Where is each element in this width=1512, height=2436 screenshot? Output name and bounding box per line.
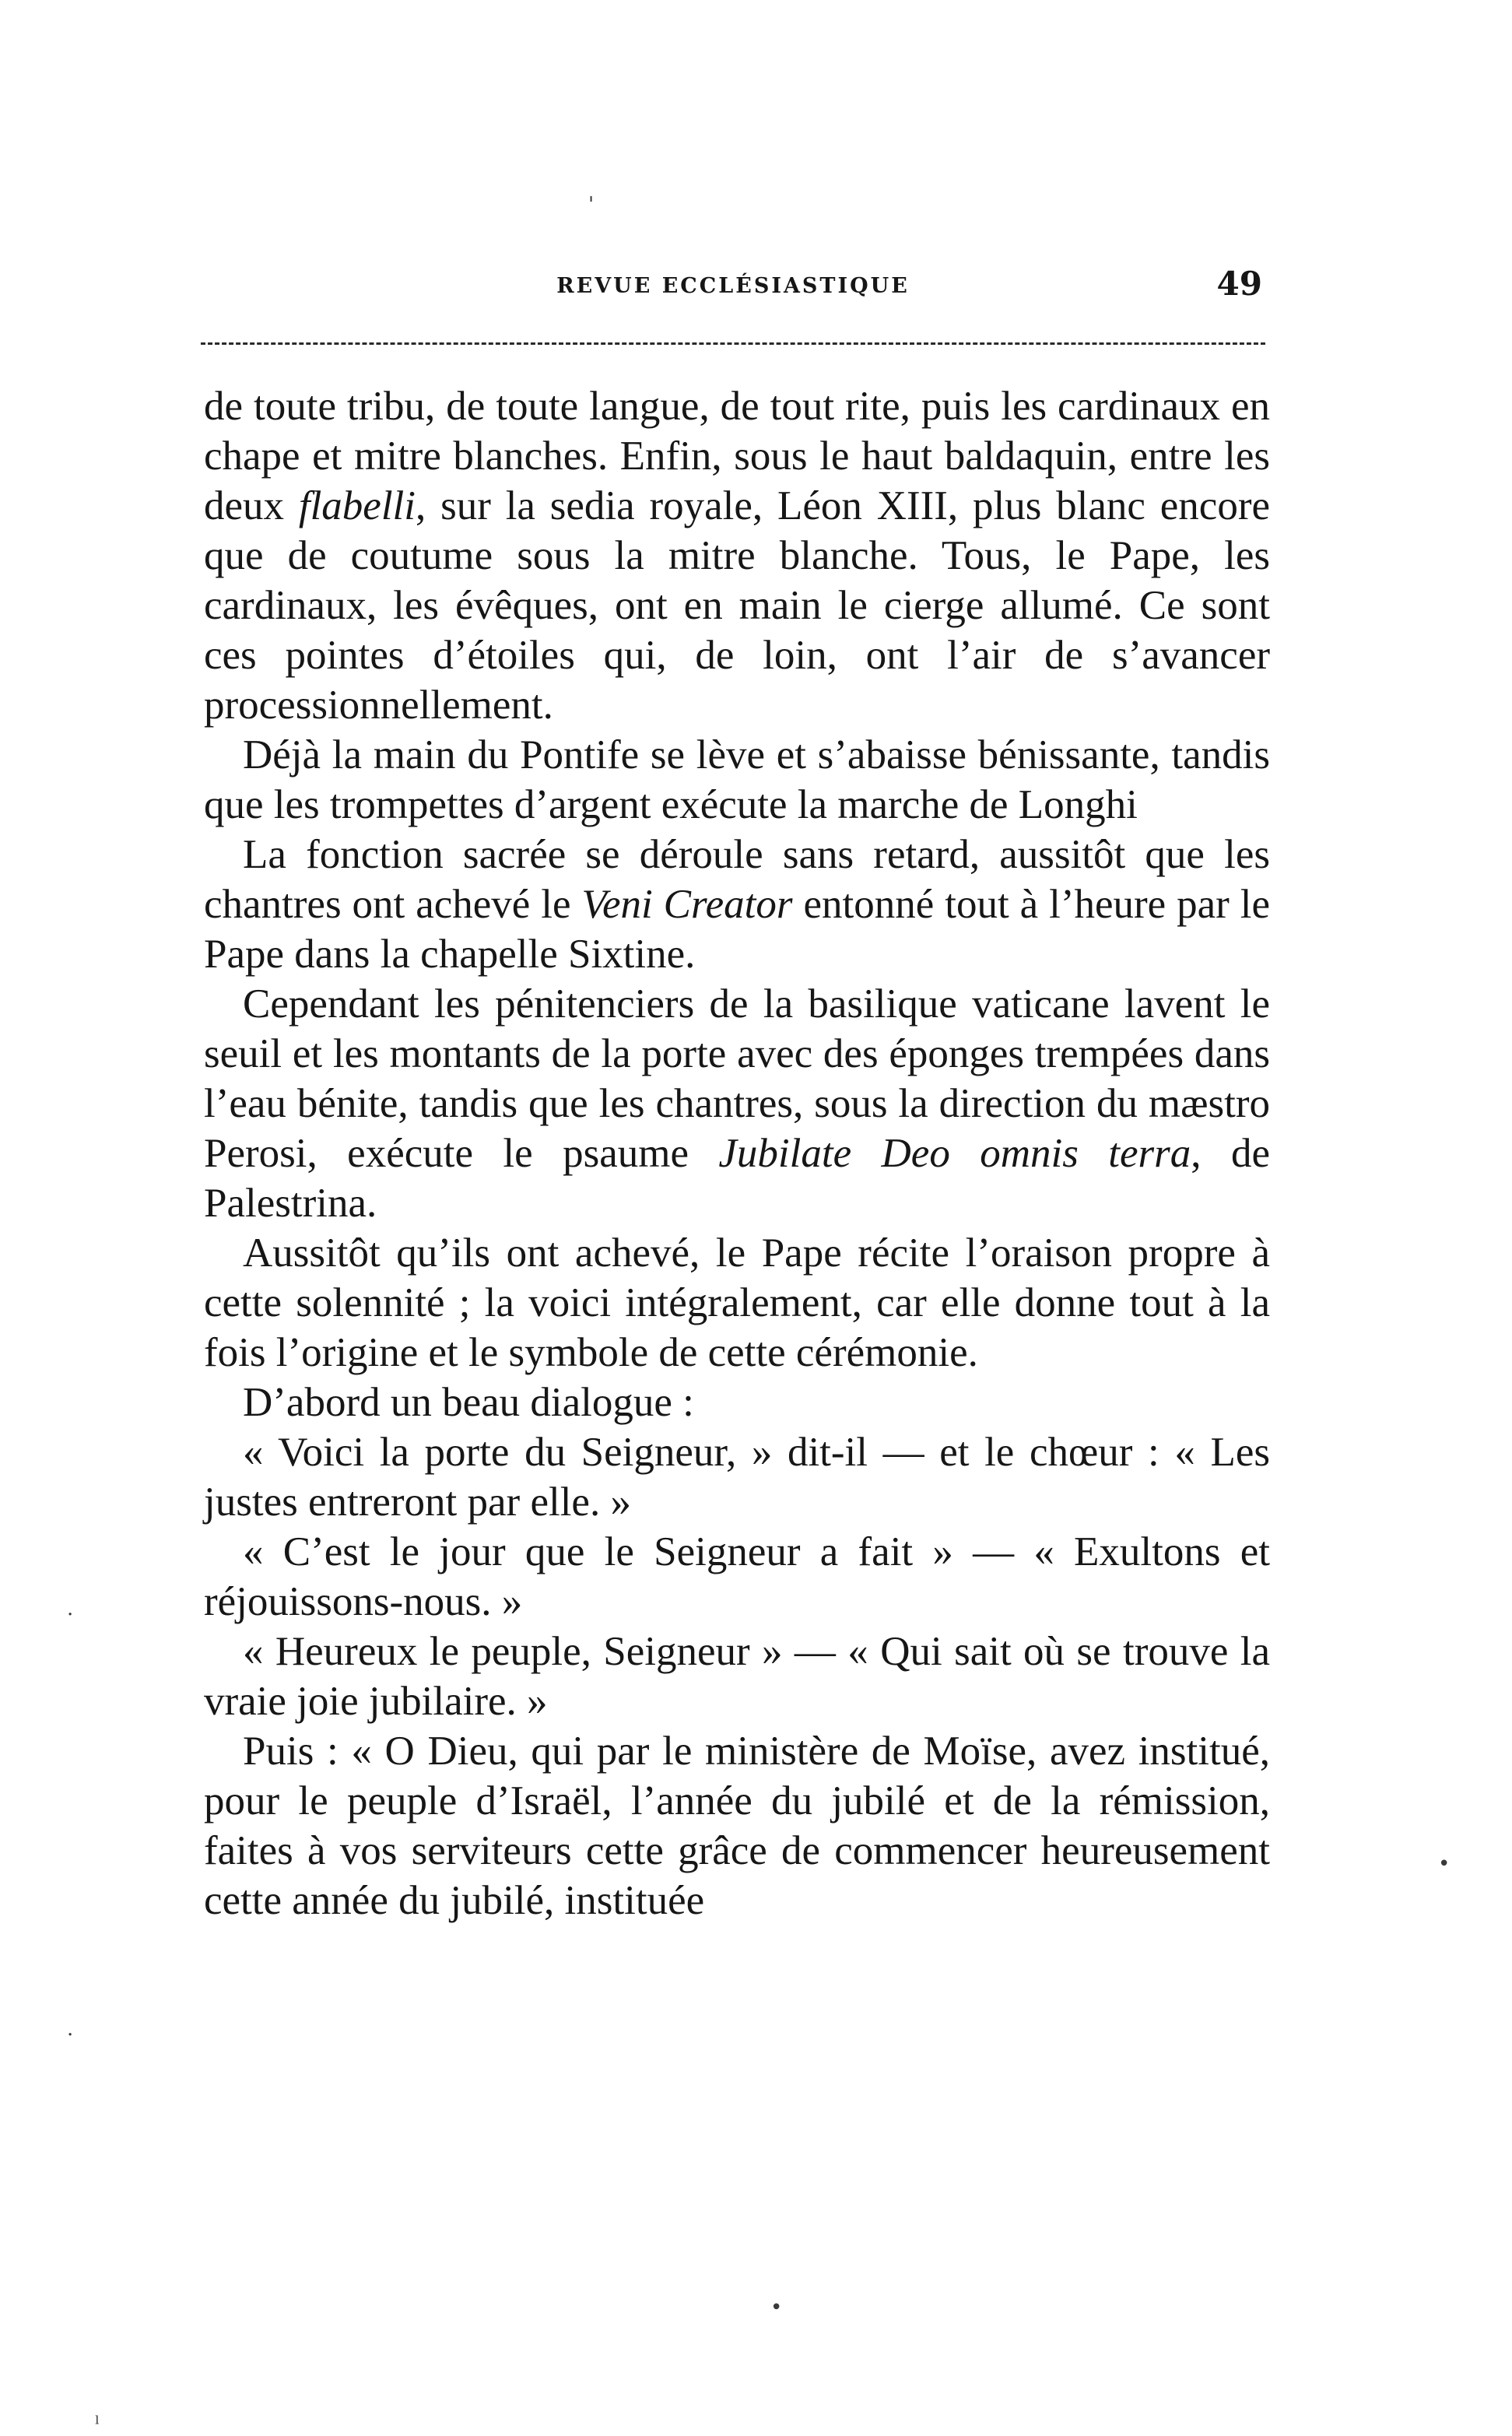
paragraph: Cependant les pénitenciers de la basilique vaticane lavent le seuil et les montants de la porte avec des éponges trempées dans l’eau bénite, tandis que les chantres, sous la direction du mæstro Perosi, exécute le psaume Jubilate Deo omnis terra, de Palestrina.	[204, 981, 1270, 1226]
page-number: 49	[1216, 265, 1262, 303]
paragraph: « C’est le jour que le Seigneur a fait » — « Exultons et réjouissons-nous. »	[204, 1529, 1270, 1624]
paragraph: « Heureux le peuple, Seigneur » — « Qui sait où se trouve la vraie joie jubilaire. »	[204, 1629, 1270, 1724]
margin-speck: ·	[67, 2024, 74, 2047]
paragraph: Aussitôt qu’ils ont achevé, le Pape récite l’oraison propre à cette solennité ; la voici intégralement, car elle donne tout à la fois l’origine et le symbole de cette cérémonie.	[204, 1230, 1270, 1375]
paragraph: « Voici la porte du Seigneur, » dit-il — et le chœur : « Les justes entreront par elle. »	[204, 1430, 1270, 1525]
running-head	[204, 265, 1262, 311]
paragraph: Déjà la main du Pontife se lève et s’abaisse bénissante, tandis que les trompettes d’argent exécute la marche de Longhi	[204, 732, 1270, 827]
margin-speck: ˡ	[95, 2413, 100, 2436]
margin-speck: •	[770, 2296, 783, 2319]
body-text	[204, 381, 1270, 1925]
header-rule	[201, 342, 1265, 345]
paragraph: de toute tribu, de toute langue, de tout rite, puis les cardinaux en chape et mitre blanches. Enfin, sous le haut baldaquin, entre les deux flabelli, sur la sedia royale, Léon XIII, plus blanc encore que de coutume sous la mitre blanche. Tous, le Pape, les cardinaux, les évêques, ont en main le cierge allumé. Ce sont ces pointes d’étoiles qui, de loin, ont l’air de s’avancer processionnellement.	[204, 384, 1271, 728]
paragraph: La fonction sacrée se déroule sans retard, aussitôt que les chantres ont achevé le Veni Creator entonné tout à l’heure par le Pape dans la chapelle Sixtine.	[204, 832, 1270, 977]
paragraph: Puis : « O Dieu, qui par le ministère de Moïse, avez institué, pour le peuple d’Israël, l’année du jubilé et de la rémission, faites à vos serviteurs cette grâce de commencer heureusement cette année du jubilé, instituée	[204, 1729, 1270, 1923]
margin-speck: ·	[67, 1603, 74, 1627]
margin-speck: '	[588, 193, 595, 216]
running-title: REVUE ECCLÉSIASTIQUE	[556, 274, 910, 298]
margin-speck: •	[1438, 1852, 1451, 1876]
paragraph: D’abord un beau dialogue :	[243, 1380, 694, 1425]
